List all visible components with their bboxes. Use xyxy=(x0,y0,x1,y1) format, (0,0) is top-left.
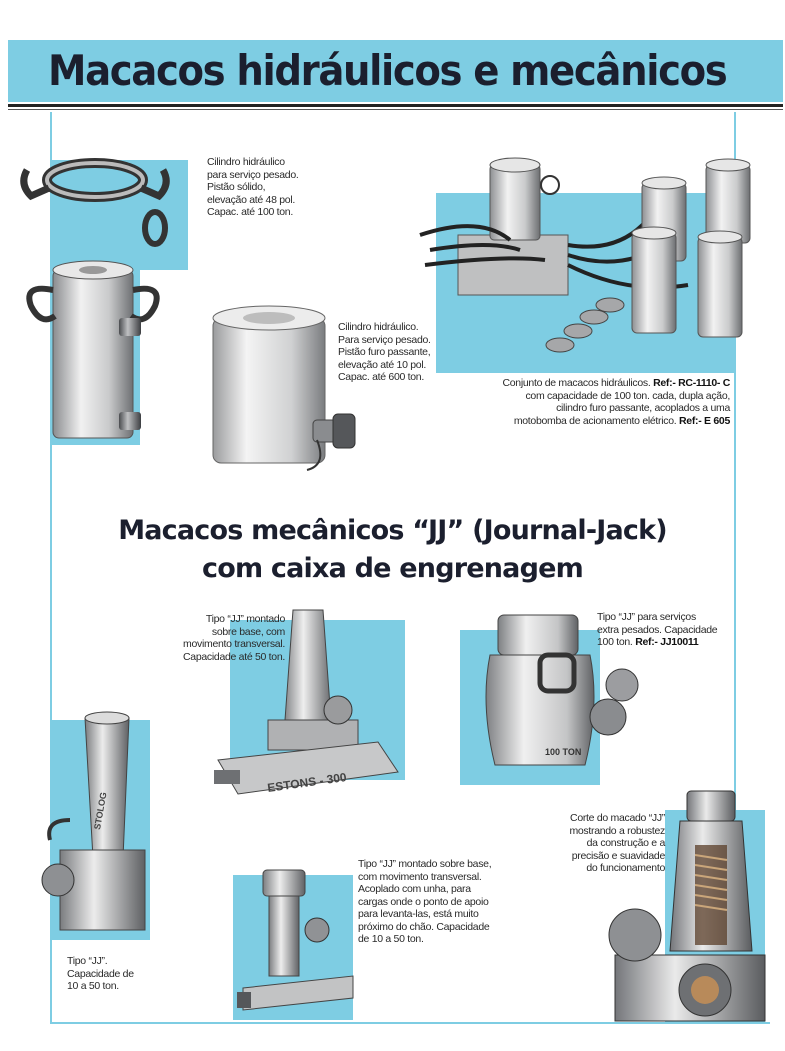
caption-line: Cilindro hidráulico. xyxy=(338,321,419,333)
caption-line: 10 a 50 ton. xyxy=(67,980,119,992)
body-engraving: STOLOG xyxy=(92,791,109,831)
caption-jj-cutaway xyxy=(545,812,665,875)
caption-line: mostrando a robustez xyxy=(569,824,665,837)
caption-jj-claw xyxy=(358,858,491,946)
caption-line: Capacidade de xyxy=(67,967,134,980)
hydraulic-cylinder-icon xyxy=(15,140,175,450)
reference-code: Ref:- RC-1110- C xyxy=(653,377,730,389)
caption-line: de 10 a 50 ton. xyxy=(358,933,424,945)
section-title-line2: com caixa de engrenagem xyxy=(202,553,583,584)
caption-line: com capacidade de 100 ton. cada, dupla ação, xyxy=(525,389,730,402)
caption-line: Cilindro hidráulico xyxy=(207,156,285,168)
jack-set-icon xyxy=(410,155,770,365)
page-title: Macacos hidráulicos e mecânicos xyxy=(48,46,727,95)
caption-line: elevação até 10 pol. xyxy=(338,358,426,371)
reference-code: Ref:- E 605 xyxy=(679,414,730,427)
caption-line: Para serviço pesado. xyxy=(338,333,431,346)
caption-text: Conjunto de macacos hidráulicos. xyxy=(502,377,651,389)
caption-jj-base xyxy=(150,613,285,663)
caption-line: Corte do macado “JJ” xyxy=(570,812,665,824)
caption-line: Capacidade até 50 ton. xyxy=(183,650,285,663)
caption-line: próximo do chão. Capacidade xyxy=(358,920,490,933)
caption-line: com movimento transversal. xyxy=(358,870,482,883)
caption-line: cargas onde o ponto de apoio xyxy=(358,895,489,908)
rail-engraving: ESTONS - 300 xyxy=(266,769,348,795)
caption-line: Capac. até 100 ton. xyxy=(207,206,293,218)
caption-line: Pistão sólido, xyxy=(207,181,266,193)
caption-cylinder-48 xyxy=(207,156,298,219)
header-rule-thin xyxy=(8,109,783,110)
header-rule xyxy=(8,104,783,107)
journal-jack-claw-icon xyxy=(235,860,365,1030)
caption-line: da construção e a xyxy=(586,837,665,849)
caption-line: Tipo “JJ” montado sobre base, xyxy=(358,858,492,870)
caption-line: extra pesados. Capacidade xyxy=(597,623,718,636)
caption-line: movimento transversal. xyxy=(183,638,285,650)
caption-line: sobre base, com xyxy=(211,625,285,638)
caption-line: cilindro furo passante, acoplados a uma xyxy=(556,402,730,414)
caption-line: Capac. até 600 ton. xyxy=(338,371,424,383)
caption-line: Pistão furo passante, xyxy=(338,346,431,358)
caption-text: motobomba de acionamento elétrico. xyxy=(513,414,677,427)
caption-cylinder-10 xyxy=(338,321,431,384)
caption-line: elevação até 48 pol. xyxy=(207,193,295,206)
caption-line: Tipo “JJ” montado xyxy=(205,613,285,625)
reference-code: Ref:- JJ10011 xyxy=(635,636,699,648)
caption-line: para levanta-las, está muito xyxy=(358,908,479,920)
journal-jack-icon xyxy=(30,710,155,945)
caption-line: Tipo “JJ”. xyxy=(67,955,108,967)
caption-line: para serviço pesado. xyxy=(207,168,299,181)
caption-line: Tipo “JJ” para serviços xyxy=(597,611,696,623)
caption-jack-set xyxy=(470,377,730,427)
caption-line: Acoplado com unha, para xyxy=(358,883,471,895)
body-engraving: 100 TON xyxy=(545,747,582,757)
caption-line: precisão e suavidade xyxy=(571,849,665,862)
caption-line: do funcionamento xyxy=(586,862,665,874)
caption-text: 100 ton. xyxy=(597,636,633,648)
caption-jj-heavy xyxy=(597,611,717,649)
caption-jj-single xyxy=(67,955,134,993)
section-title-line1: Macacos mecânicos “JJ” (Journal-Jack) xyxy=(118,515,667,546)
